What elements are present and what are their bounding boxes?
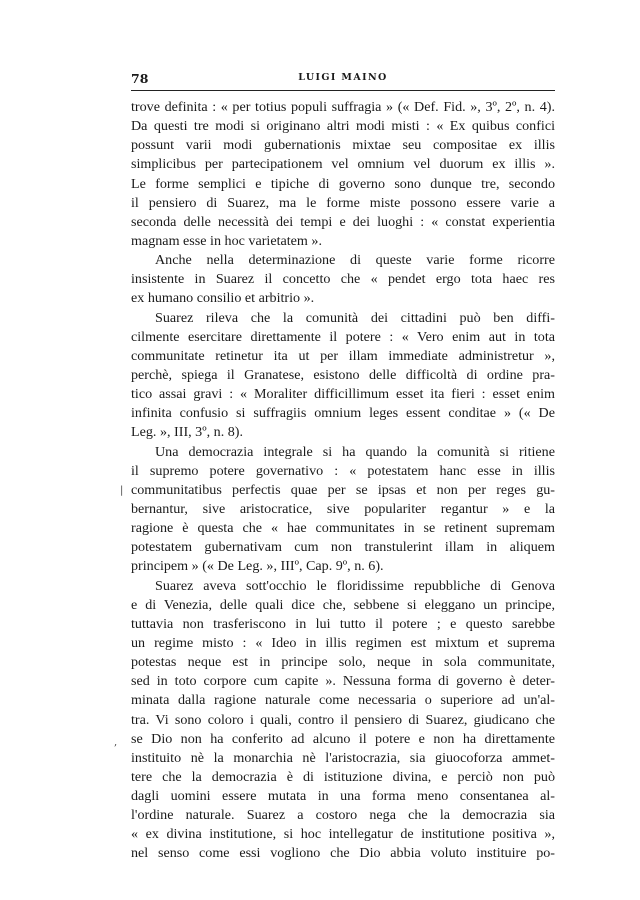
text-line: Leg. », III, 3º, n. 8). bbox=[131, 424, 243, 441]
page-number: 78 bbox=[131, 71, 149, 86]
text-line: sed in toto corpore cum capite ». Nessuna forma di governo è deter- bbox=[131, 673, 555, 690]
text-line: potestas neque est in principe solo, neque in sola communitate, bbox=[131, 654, 555, 671]
text-line: minata dalla ragione naturale come necessaria o superiore ad un'al- bbox=[131, 692, 555, 709]
text-line: tere che la democrazia è di istituzione divina, e perciò non può bbox=[131, 768, 555, 785]
body-text bbox=[131, 98, 555, 864]
text-line: dagli uomini essere mutata in una forma meno consentanea al- bbox=[131, 788, 555, 805]
text-line: l'ordine naturale. Suarez a costoro nega che la democrazia sia bbox=[131, 807, 555, 824]
text-line: « ex divina institutione, si hoc intellegatur de institutione positiva », bbox=[131, 826, 555, 843]
text-line: possunt varii modi gubernationis mixtae seu compositae ex illis bbox=[131, 137, 555, 154]
text-line: trove definita : « per totius populi suffragia » (« Def. Fid. », 3º, 2º, n. 4). bbox=[131, 99, 555, 115]
text-line: ex humano consilio et arbitrio ». bbox=[131, 290, 315, 307]
text-line: bernantur, sive aristocratice, sive populariter regantur » e la bbox=[131, 500, 555, 517]
running-title: LUIGI MAINO bbox=[298, 72, 388, 83]
text-line: Le forme semplici e tipiche di governo sono dunque tre, secondo bbox=[131, 175, 555, 192]
text-line: tuttavia non trasferiscono in lui tutto il potere ; e questo sarebbe bbox=[131, 615, 555, 632]
text-line: e di Venezia, delle quali dice che, sebbene si eleggano un principe, bbox=[131, 596, 555, 613]
text-line: tico assai gravi : « Moraliter difficillimum esset ita fieri : esset enim bbox=[131, 386, 555, 403]
text-line: il supremo potere governativo : « potestatem hanc esse in illis bbox=[131, 462, 555, 479]
text-line: principem » (« De Leg. », IIIº, Cap. 9º, n. 6). bbox=[131, 558, 384, 575]
text-line: ragione è questa che « hae communitates in se retinent supremam bbox=[131, 520, 555, 537]
text-line: Da questi tre modi si originano altri modi misti : « Ex quibus confici bbox=[131, 118, 555, 135]
margin-mark: , bbox=[114, 737, 118, 748]
text-line: tra. Vi sono coloro i quali, contro il pensiero di Suarez, giudicano che bbox=[131, 711, 555, 728]
text-line: cilmente esercitare direttamente il potere : « Vero enim aut in tota bbox=[131, 328, 555, 345]
text-line: simplicibus per partecipationem vel omnium vel duorum ex illis ». bbox=[131, 156, 555, 173]
page-header bbox=[131, 71, 555, 87]
text-line: insistente in Suarez il concetto che « pendet ergo tota haec res bbox=[131, 271, 555, 288]
text-line: infinita confusio si suffragiis omnium leges essent conditae » (« De bbox=[131, 405, 555, 422]
text-line: potestatem gubernativam cum non transtulerint illam in aliquem bbox=[131, 539, 555, 556]
header-rule bbox=[131, 90, 555, 91]
text-line: Suarez rileva che la comunità dei cittadini può ben diffi- bbox=[155, 309, 555, 326]
text-line: Anche nella determinazione di queste varie forme ricorre bbox=[155, 252, 555, 269]
text-line: perchè, spiega il Granatese, esistono delle difficoltà di ordine pra- bbox=[131, 366, 555, 383]
text-line: communitatibus perfectis quae per se ipsas et non per reges gu- bbox=[131, 481, 555, 498]
text-line: magnam esse in hoc varietatem ». bbox=[131, 232, 322, 249]
text-line: seconda delle necessità dei tempi e dei luoghi : « constat experientia bbox=[131, 213, 555, 230]
text-line: un regime misto : « Ideo in illis regimen est mixtum et suprema bbox=[131, 634, 555, 651]
text-line: il pensiero di Suarez, ma le forme miste possono essere varie a bbox=[131, 194, 555, 211]
text-line: instituito nè la monarchia nè l'aristocrazia, sia giuocoforza ammet- bbox=[131, 749, 555, 766]
text-line: nel senso come essi vogliono che Dio abbia voluto instituire po- bbox=[131, 845, 555, 862]
text-line: communitate retinetur ita ut per illam immediate administretur », bbox=[131, 347, 555, 364]
text-line: Una democrazia integrale si ha quando la comunità si ritiene bbox=[155, 443, 555, 460]
margin-mark: | bbox=[120, 485, 124, 496]
text-line: Suarez aveva sott'occhio le floridissime repubbliche di Genova bbox=[155, 577, 555, 594]
text-line: se Dio non ha conferito ad alcuno il potere e non ha direttamente bbox=[131, 730, 555, 747]
